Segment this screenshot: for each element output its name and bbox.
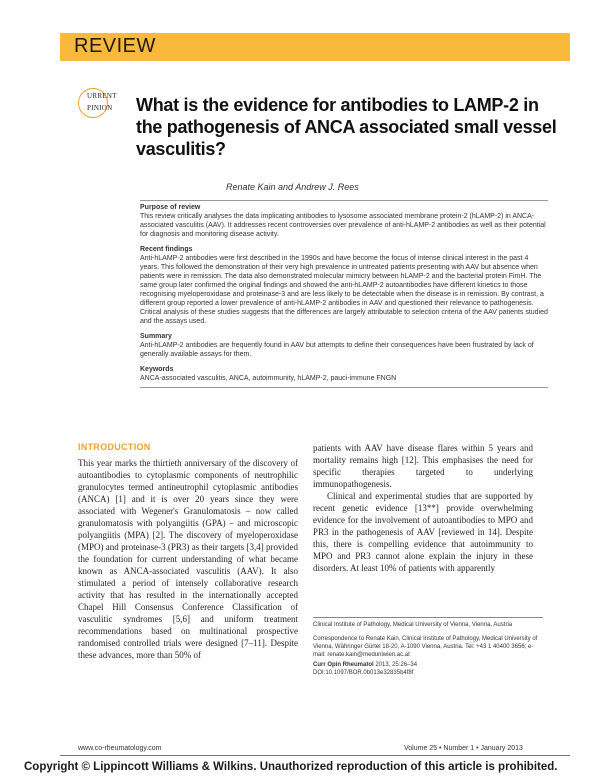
footer-volume: Volume 25 • Number 1 • January 2013 — [404, 745, 523, 752]
footer-website[interactable]: www.co-rheumatology.com — [78, 745, 162, 752]
findings-heading: Recent findings — [140, 246, 193, 253]
authors: Renate Kain and Andrew J. Rees — [226, 182, 359, 192]
copyright-notice: Copyright © Lippincott Williams & Wilkins. Unauthorized reproduction of this article is prohibited. — [24, 761, 558, 773]
logo-line-2: PINION — [87, 104, 113, 112]
findings-text: Anti-hLAMP-2 antibodies were first described in the 1990s and have become the focus of intense clinical interest in the past 4 years. This followed the demonstration of their very high prevalence in untreated patients presenting with AAV but absence when patients were in remission. The data also demonstrated molecular mimicry between hLAMP-2 and the bacterial protein FimH. The same group later confirmed the original findings and showed the anti-hLAMP-2 autoantibodies have different kinetics to those recognising myeloperoxidase and proteinase-3 and are less likely to be detectable when the disease is in remission. By contrast, a different group reported a lower prevalence of anti-hLAMP-2 antibodies in AAV and questioned their relevance to pathogenesis. Critical analysis of these studies suggests that the differences are largely attributable to selection criteria of the AAV patients studied and the assays used. — [140, 255, 548, 325]
purpose-heading: Purpose of review — [140, 204, 201, 211]
abstract-summary — [140, 330, 548, 359]
keywords-text: ANCA-associated vasculitis, ANCA, autoimmunity, hLAMP-2, pauci-immune FNGN — [140, 375, 397, 382]
journal-name: Curr Opin Rheumatol — [313, 662, 374, 668]
keywords-heading: Keywords — [140, 366, 174, 373]
summary-text: Anti-hLAMP-2 antibodies are frequently found in AAV but attempts to define their consequences have been frustrated by lack of generally available assays for them. — [140, 342, 534, 358]
summary-heading: Summary — [140, 333, 172, 340]
intro-paragraph-right-2: Clinical and experimental studies that are supported by recent genetic evidence [13**] provide overwhelming evidence for the involvement of autoantibodies to MPO and PR3 in the pathogenesis of AAV [reviewed in 14]. Despite this, there is compelling evidence that autoimmunity to MPO and PR3 cannot alone explain the injury in these disorders. At least 10% of patients with apparently — [313, 491, 533, 573]
section-tag: REVIEW — [74, 35, 156, 57]
journal-citation — [313, 661, 543, 669]
abstract-keywords — [140, 363, 548, 383]
affiliation-block — [313, 617, 543, 677]
intro-paragraph-left: This year marks the thirtieth anniversary of the discovery of autoantibodies to cytoplasmic components of neutrophilic granulocytes termed antineutrophil cytoplasmic antibodies (ANCA) [1] and it is over 20 years since they were associated with Wegener's Granulomatosis – now called granulomatosis with polyangiitis (GPA) – and microscopic polyangiitis (MPA) [2]. The discovery of myeloperoxidase (MPO) and proteinase-3 (PR3) as their targets [3,4] provided the foundation for current understanding of what became known as ANCA-associated vasculitis (AAV). It also stimulated a period of intensely collaborative research activity that has resulted in the internationally accepted Chapel Hill Consensus Conference Classification of vasculitic syndromes [5,6] and uniform treatment recommendations based on multinational prospective randomised controlled trials were designed [7–11]. Despite these advances, more than 50% of — [78, 458, 298, 660]
current-opinion-logo-icon — [78, 88, 130, 118]
review-banner — [60, 33, 570, 61]
intro-paragraph-right-1: patients with AAV have disease flares within 5 years and mortality remains high [12]. This emphasises the need for specific therapies targeted to underlying immunopathogenesis. — [313, 443, 533, 489]
journal-cite: 2013, 25:26–34 — [375, 662, 418, 668]
abstract-divider — [140, 387, 548, 388]
doi: DOI:10.1097/BOR.0b013e32835b4f8f — [313, 670, 414, 676]
right-column — [313, 442, 533, 574]
abstract-box — [140, 200, 548, 388]
purpose-text: This review critically analyses the data implicating antibodies to lysosome associated membrane protein-2 (hLAMP-2) in ANCA-associated vasculitis (AAV). It addresses recent controversies over prevalence of anti-hLAMP-2 antibodies as well as their potential for diagnosis and monitoring disease activity. — [140, 213, 546, 238]
footer-divider — [60, 755, 570, 756]
logo-line-1: URRENT — [87, 92, 117, 100]
left-column — [78, 457, 298, 661]
correspondence: Correspondence to Renate Kain, Clinical Institute of Pathology, Medical University of Vienna, Währinger Gürtel 18-20, A-1090 Vienna, Austria. Tel: +43 1 40400 3656; e-mail: renate.kain@meduniwien.ac.at — [313, 636, 538, 658]
abstract-purpose — [140, 200, 548, 239]
introduction-heading: INTRODUCTION — [78, 442, 151, 452]
article-title: What is the evidence for antibodies to LAMP-2 in the pathogenesis of ANCA associated small vessel vasculitis? — [136, 95, 557, 159]
abstract-findings — [140, 243, 548, 326]
institute: Clinical Institute of Pathology, Medical University of Vienna, Vienna, Austria — [313, 617, 543, 629]
